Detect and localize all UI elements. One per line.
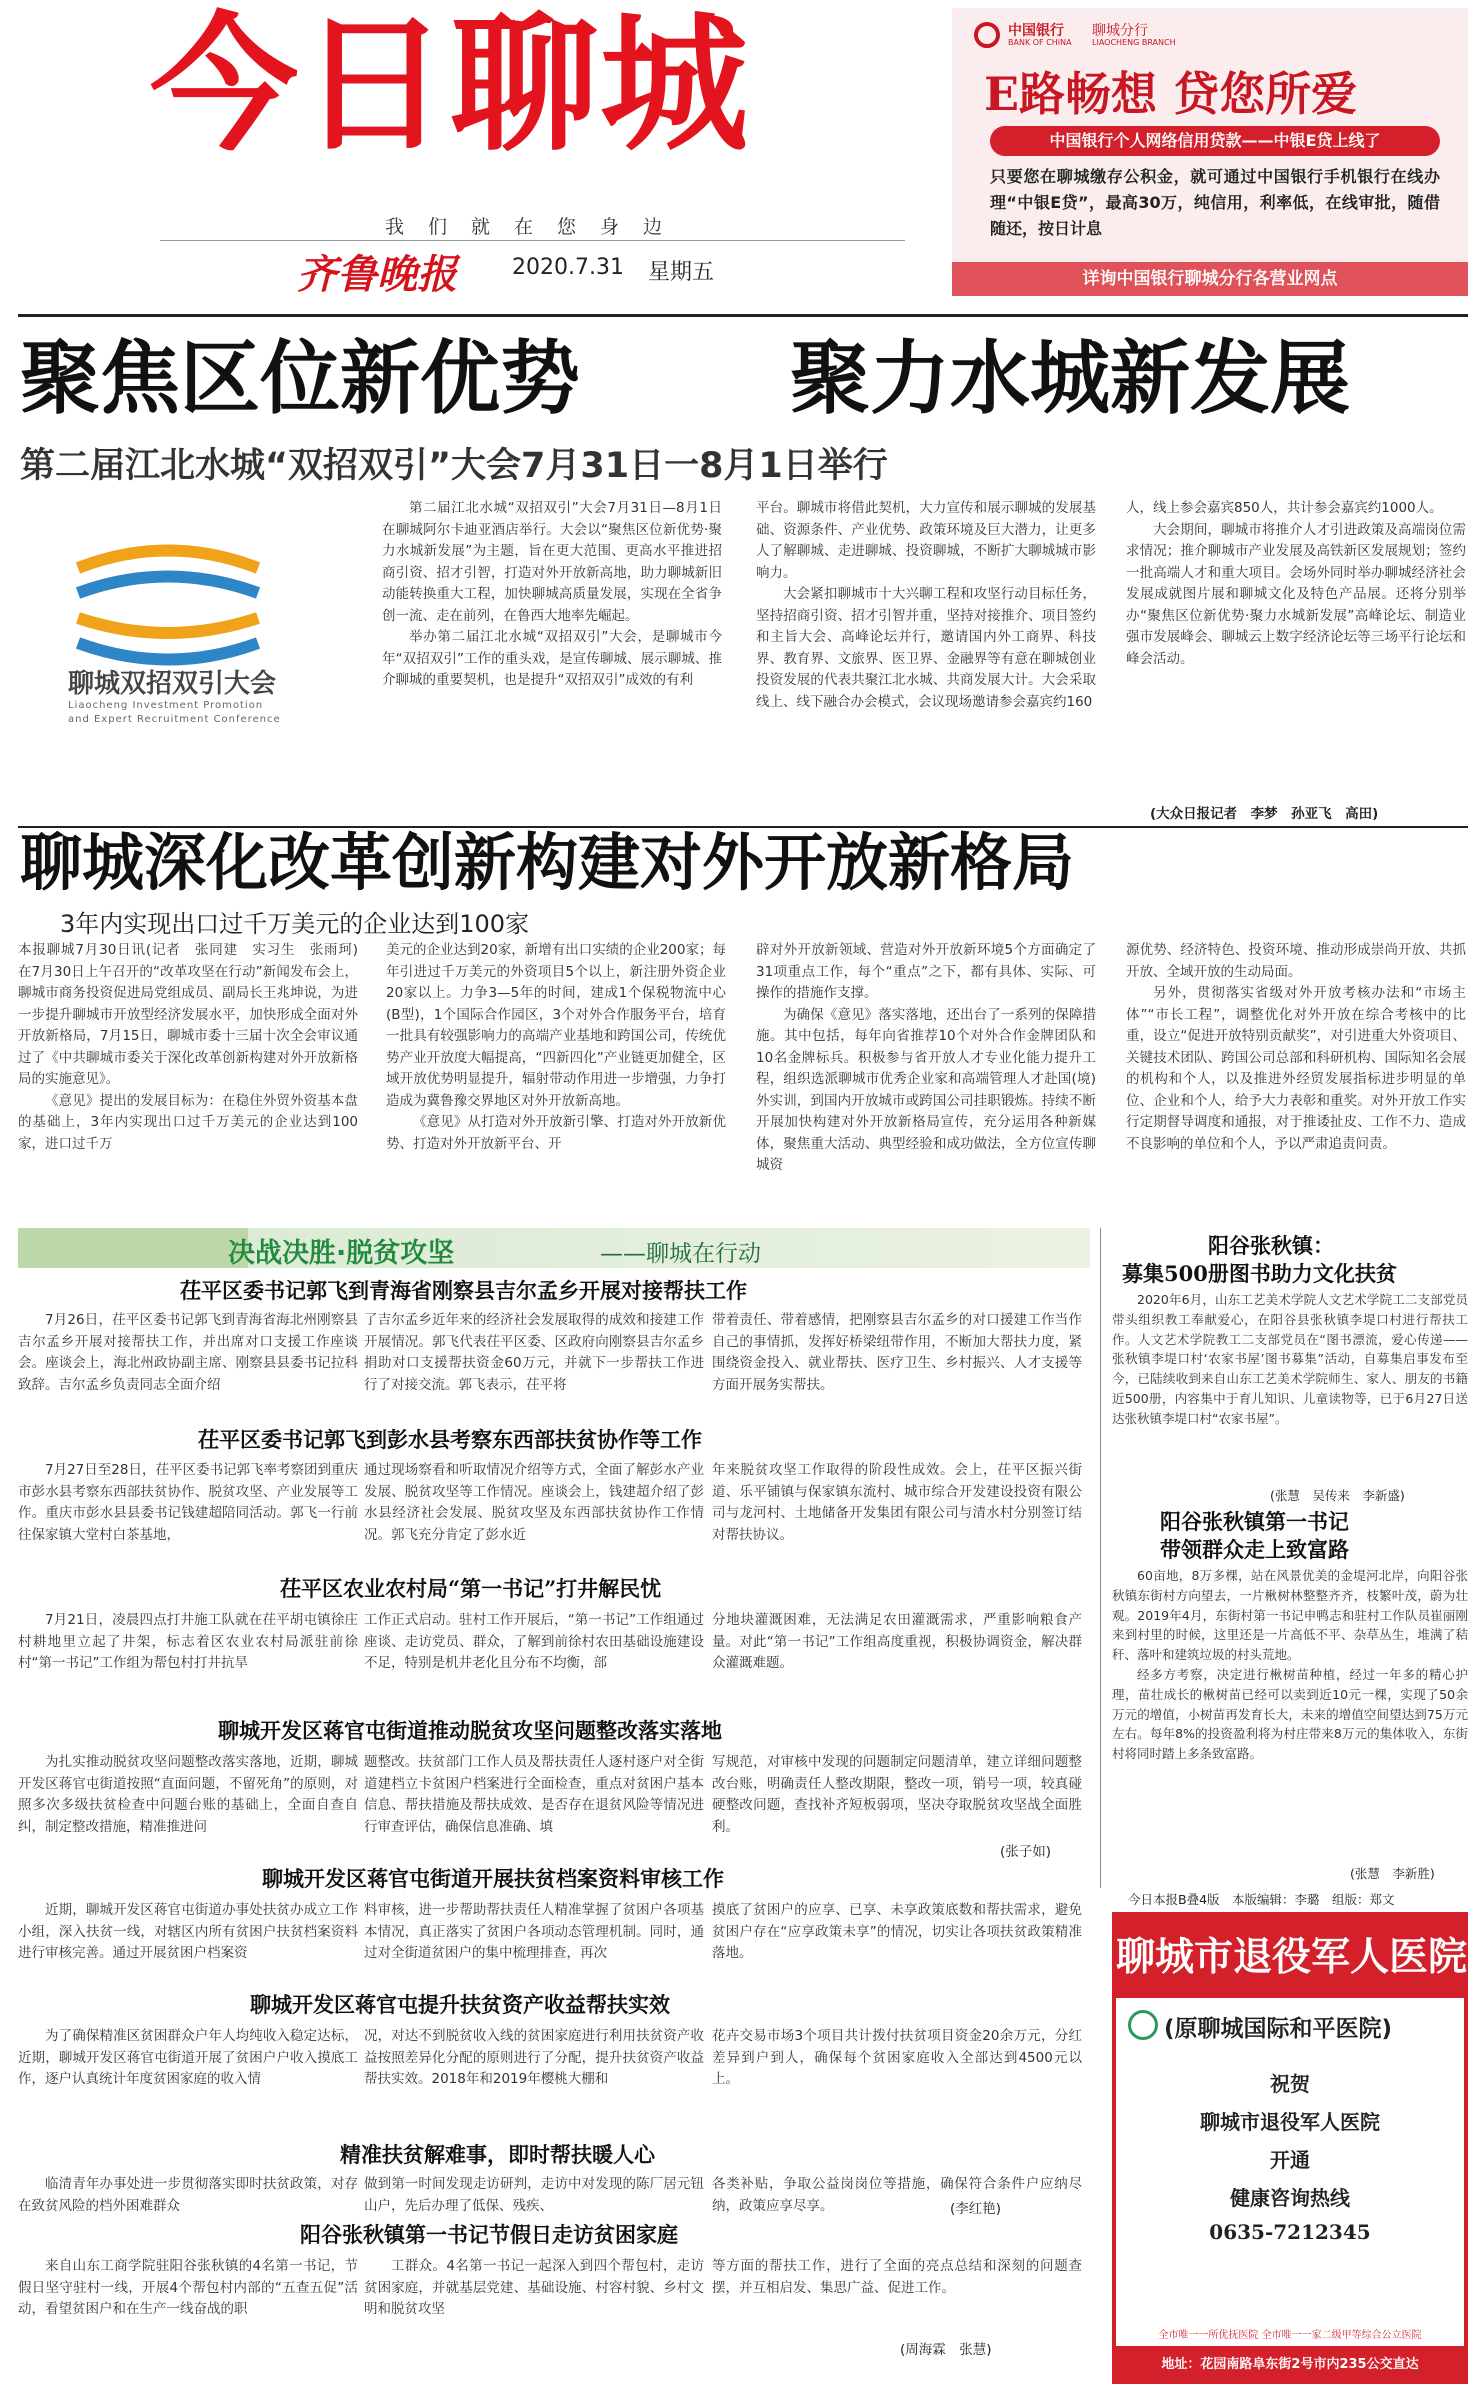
issue-weekday: 星期五 [648,260,715,285]
poverty-g-head: 精准扶贫解难事，即时帮扶暖人心 [340,2142,655,2167]
poverty-b-c3: 年来脱贫攻坚工作取得的阶段性成效。会上，茌平区振兴街道、乐平铺镇与保家镇东流村、城市综合开发建设投资有限公司与龙河村、土地储备开发集团有限公司与清水村分别签订结对帮扶协议。 [712,1462,1082,1543]
poverty-e-c1: 近期，聊城开发区蒋官屯街道办事处扶贫办成立工作小组，深入扶贫一线，对辖区内所有贫困户扶贫档案资料进行审核完善。通过开展贫困户档案资 [18,1902,358,1961]
ad-headline: E路畅想 贷您所爱 [984,67,1358,121]
masthead-title: 今日聊城 [150,0,750,171]
poverty-h-head: 阳谷张秋镇第一书记节假日走访贫困家庭 [300,2222,678,2247]
paper-name: 齐鲁晚报 [297,251,457,298]
bank-ad[interactable] [952,8,1468,296]
issue-date: 2020.7.31 [512,255,624,280]
poverty-h-c1: 来自山东工商学院驻阳谷张秋镇的4名第一书记，节假日坚守驻村一线，开展4个帮包村内部的“五查五促”活动，看望贫困户和在生产一线奋战的职 [18,2258,358,2317]
banner-title: 决战决胜·脱贫攻坚 [228,1238,455,1269]
banner-tail: ——聊城在行动 [600,1241,761,1267]
hospital-logo-icon [1128,2010,1158,2040]
poverty-g-byline: (李红艳) [950,2197,1001,2217]
poverty-banner [18,1228,1090,1268]
poverty-a-c3: 带着责任、带着感情，把刚察县吉尔孟乡的对口援建工作当作自己的事情抓，发挥好桥梁纽带作用，不断加大帮扶力度，紧围绕资金投入、就业帮扶、医疗卫生、乡村振兴、人才支援等方面开展务实帮扶。 [712,1312,1082,1393]
hospital-line-4: 健康咨询热线 [1230,2186,1350,2210]
poverty-g-c1: 临清青年办事处进一步贯彻落实即时扶贫政策，对存在致贫风险的档外困难群众 [18,2176,358,2214]
story1-headline-b: 聚力水城新发展 [790,331,1350,425]
story2-col3: 辟对外开放新领域、营造对外开放新环境5个方面确定了31项重点工作，每个“重点”之下，都有具体、实际、可操作的措施作支撑。 为确保《意见》落实落地，还出台了一系列的保障措施。其中包括，每年向省推荐10个对外合作金牌团队和10名金牌标兵。积极参与省开放人才专业化能力提升工程，组织选派聊城市优秀企业家和高端管理人才赴国(境)外实训，到国内开放城市或跨国公司挂职锻炼。持续不断开展加快构建对外开放新格局宣传，充分运用各种新媒体，聚焦重大活动、典型经验和成功做法，全方位宣传聊城资 [756,942,1096,1173]
ad-footer: 详询中国银行聊城分行各营业网点 [952,262,1468,296]
bank-name-en: BANK OF CHINA [1008,38,1072,47]
poverty-f-head: 聊城开发区蒋官屯提升扶贫资产收益帮扶实效 [250,1992,670,2017]
side-a-body: 2020年6月，山东工艺美术学院人文艺术学院工二支部党员带头组织教工奉献爱心，在阳谷县张秋镇李堤口村进行帮扶工作。人文艺术学院教工二支部党员在“图书漂流，爱心传递——张秋镇李堤口村‘农家书屋’图书募集”活动，自募集启事发布至今，已陆续收到来自山东工艺美术学院师生、家人、朋友的书籍近500册，内容集中于育儿知识、儿童读物等，已于6月27日送达张秋镇李堤口村“农家书屋”。 [1112,1292,1468,1426]
poverty-h-c2: 工群众。4名第一书记一起深入到四个帮包村，走访贫困家庭，并就基层党建、基础设施、村容村貌、乡村文明和脱贫攻坚 [364,2258,704,2317]
story1-col1: 第二届江北水城“双招双引”大会7月31日—8月1日在聊城阿尔卡迪亚酒店举行。大会以“聚焦区位新优势·聚力水城新发展”为主题，旨在更大范围、更高水平推进招商引资、招才引智，打造对外开放新高地，助力聊城新旧动能转换重大工程，加快聊城高质量发展，实现在全省争创一流、走在前列，在鲁西大地率先崛起。 举办第二届江北水城“双招双引”大会，是聊城市今年“双招双引”工作的重头戏，是宣传聊城、展示聊城、推介聊城的重要契机，也是提升“双招双引”成效的有利 [382,500,722,688]
poverty-g-c3: 各类补贴，争取公益岗岗位等措施，确保符合条件户应纳尽纳，政策应享尽享。 [712,2176,1082,2214]
poverty-d-byline: (张子如) [1000,1840,1051,1860]
side-b-head2: 带领群众走上致富路 [1160,1537,1349,1562]
poverty-d-head: 聊城开发区蒋官屯街道推动脱贫攻坚问题整改落实落地 [218,1718,722,1743]
hospital-ad[interactable] [1112,1912,1468,2384]
ad-body: 只要您在聊城缴存公积金，就可通过中国银行手机银行在线办理“中银E贷”，最高30万，纯信用，利率低，在线审批，随借随还，按日计息 [990,167,1440,238]
poverty-f-c2: 况，对达不到脱贫收入线的贫困家庭进行利用扶贫资产收益按照差异化分配的原则进行了分配，提升扶贫资产收益帮扶实效。2018年和2019年樱桃大棚和 [364,2028,704,2087]
poverty-a-c1: 7月26日，茌平区委书记郭飞到青海省海北州刚察县吉尔孟乡开展对接帮扶工作，并出席对口支援工作座谈会。座谈会上，海北州政协副主席、刚察县县委书记拉科致辞。吉尔孟乡负责同志全面介绍 [18,1312,358,1393]
poverty-e-c3: 摸底了贫困户的应享、已享、未享政策底数和帮扶需求，避免贫困户存在“应享政策未享”的情况，切实让各项扶贫政策精准落地。 [712,1902,1082,1961]
poverty-f-c1: 为了确保精准区贫困群众户年人均纯收入稳定达标，近期，聊城开发区蒋官屯街道开展了贫困户户收入摸底工作，逐户认真统计年度贫困家庭的收入情 [18,2028,358,2087]
story1-subhead: 第二届江北水城“双招双引”大会7月31日一8月1日举行 [20,446,888,486]
poverty-d-c1: 为扎实推动脱贫攻坚问题整改落实落地，近期，聊城开发区蒋官屯街道按照“直面问题，不留死角”的原则，对照多次多级扶贫检查中问题台账的基础上，全面自查自纠，制定整改措施，精准推进问 [18,1754,358,1835]
poverty-h-byline: (周海霖 张慧) [900,2342,992,2358]
story2-col1: 本报聊城7月30日讯(记者 张同建 实习生 张雨珂) 在7月30日上午召开的“改革攻坚在行动”新闻发布会上，聊城市商务投资促进局党组成员、副局长王兆坤说，为进一步提升聊城市开放型经济发展水平，加快形成全面对外开放新格局，7月15日，聊城市委十三届十次全会审议通过了《中共聊城市委关于深化改革创新构建对外开放新格局的实施意见》。 《意见》提出的发展目标为：在稳住外贸外资基本盘的基础上，3年内实现出口过千万美元的企业达到100家，进口过千万 [18,942,372,1152]
side-a-head1: 阳谷张秋镇： [1208,1233,1334,1258]
branch-name: 聊城分行 [1092,23,1148,39]
hospital-line-3: 开通 [1270,2148,1310,2172]
masthead-bottom-rule [18,314,1468,317]
masthead-slogan: 我们就在您身边 [385,216,687,238]
poverty-d-c2: 题整改。扶贫部门工作人员及帮扶责任人逐村逐户对全街道建档立卡贫困户档案进行全面检查，重点对贫困户基本信息、帮扶措施及帮扶成效、是否存在退贫风险等情况进行审查评估，确保信息准确、填 [364,1754,704,1835]
poverty-h-c3: 等方面的帮扶工作，进行了全面的亮点总结和深刻的问题查摆，并互相启发、集思广益、促进工作。 [712,2258,1082,2296]
story2-col2: 美元的企业达到20家，新增有出口实绩的企业200家；每年引进过千万美元的外资项目5个以上，新注册外资企业20家以上。力争3—5年的时间，建成1个保税物流中心(B型)，1个国际合作园区，3个对外合作服务平台，培育一批具有较强影响力的高端产业基地和跨国公司，传统优势产业开放度大幅提高，“四新四化”产业链更加健全，区域开放优势明显提升，辐射带动作用进一步增强，力争打造成为冀鲁豫交界地区对外开放新高地。 《意见》从打造对外开放新引擎、打造对外开放新优势、打造对外开放新平台、开 [386,942,726,1152]
poverty-b-c2: 通过现场察看和听取情况介绍等方式，全面了解彭水产业发展、脱贫攻坚等工作情况。座谈会上，钱建超介绍了彭水县经济社会发展、脱贫攻坚及东西部扶贫协作工作情况。郭飞充分肯定了彭水近 [364,1462,704,1543]
bank-logo-icon [974,22,1000,48]
story1-headline-a: 聚焦区位新优势 [20,331,580,425]
logo-sub-en-2: and Expert Recruitment Conference [68,714,281,725]
side-a-byline: (张慧 吴传来 李新盛) [1270,1488,1405,1503]
logo-sub-en-1: Liaocheng Investment Promotion [68,700,264,711]
poverty-f-c3: 花卉交易市场3个项目共计拨付扶贫项目资金20余万元，分红差异到户到人，确保每个贫困家庭收入全部达到4500元以上。 [712,2028,1082,2087]
banner-stripe [18,1228,248,1268]
poverty-c-c1: 7月21日，凌晨四点打井施工队就在茌平胡屯镇徐庄村耕地里立起了井架，标志着区农业农村局派驻前徐村“第一书记”工作组为帮包村打井抗旱 [18,1612,358,1671]
poverty-b-head: 茌平区委书记郭飞到彭水县考察东西部扶贫协作等工作 [198,1427,702,1452]
hospital-address: 地址：花园南路阜东街2号市内235公交直达 [1116,2346,1464,2384]
branch-name-en: LIAOCHENG BRANCH [1092,38,1176,47]
poverty-a-c2: 了吉尔孟乡近年来的经济社会发展取得的成效和接建工作开展情况。郭飞代表茌平区委、区政府向刚察县吉尔孟乡捐助对口支援帮扶资金60万元，并就下一步帮扶工作进行了对接交流。郭飞表示，茌平将 [364,1312,704,1393]
hospital-slogan: 全市唯一一所优抚医院 全市唯一一家二级甲等综合公立医院 [1158,2330,1422,2341]
sidebar-divider [1100,1228,1101,1888]
poverty-c-head: 茌平区农业农村局“第一书记”打井解民忧 [280,1576,662,1601]
side-b-body: 60亩地，8万多棵，站在风景优美的金堤河北岸，向阳谷张秋镇东街村方向望去，一片楸树林整整齐齐，枝繁叶茂，蔚为壮观。2019年4月，东街村第一书记申鸭志和驻村工作队员崔丽刚来到村里的时候，这里还是一片高低不平、杂草丛生，堆满了秸秆、落叶和建筑垃圾的村头荒地。 经多方考察，决定进行楸树苗种植，经过一年多的精心护理，苗壮成长的楸树苗已经可以卖到近10元一棵，实现了50余万元的增值，小树苗再发育长大，未来的增值空间望达到75万元左右。每年8%的投资盈利将为村庄带来8万元的集体收入，东街村将同时踏上多条致富路。 [1112,1568,1468,1762]
story2-subhead: 3年内实现出口过千万美元的企业达到100家 [60,910,530,938]
hospital-line-1: 祝贺 [1270,2072,1310,2096]
story2-col4: 源优势、经济特色、投资环境、推动形成崇尚开放、共抓开放、全域开放的生动局面。 另外，贯彻落实省级对外开放考核办法和“市场主体”“市长工程”，调整优化对外开放在综合考核中的比重，设立“促进开放特别贡献奖”，对引进重大外资项目、关键技术团队、跨国公司总部和科研机构、国际知名会展的机构和个人，以及推进外经贸发展指标进步明显的单位、企业和个人，给予大力表彰和重奖。对外开放工作实行定期督导调度和通报，对于推诿扯皮、工作不力、造成不良影响的单位和个人，予以严肃追责问责。 [1126,942,1466,1152]
story1-byline: (大众日报记者 李梦 孙亚飞 高田) [1150,806,1379,822]
ad-banner: 中国银行个人网络信用贷款——中银E贷上线了 [990,126,1440,156]
poverty-d-c3: 写规范，对审核中发现的问题制定问题清单，建立详细问题整改台账，明确责任人整改期限，整改一项，销号一项，较真碰硬整改问题，查找补齐短板弱项，坚决夺取脱贫攻坚战全面胜利。 [712,1754,1082,1835]
poverty-c-c3: 分地块灌溉困难，无法满足农田灌溉需求，严重影响粮食产量。对此“第一书记”工作组高度重视，积极协调资金，解决群众灌溉难题。 [712,1612,1082,1671]
poverty-a-head: 茌平区委书记郭飞到青海省刚察县吉尔孟乡开展对接帮扶工作 [180,1278,747,1303]
hospital-line-2: 聊城市退役军人医院 [1200,2110,1380,2134]
logo-title: 聊城双招双引大会 [68,669,277,699]
poverty-e-c2: 料审核，进一步帮助帮扶责任人精准掌握了贫困户各项基本情况，真正落实了贫困户各项动态管理机制。同时，通过对全街道贫困户的集中梳理排查，再次 [364,1902,704,1961]
side-a-head2: 募集500册图书助力文化扶贫 [1122,1261,1397,1286]
poverty-e-head: 聊城开发区蒋官屯街道开展扶贫档案资料审核工作 [262,1866,724,1891]
hospital-former-name: (原聊城国际和平医院) [1164,2016,1393,2042]
bank-name: 中国银行 [1008,23,1064,39]
side-b-head1: 阳谷张秋镇第一书记 [1160,1509,1349,1534]
poverty-c-c2: 工作正式启动。驻村工作开展后，“第一书记”工作组通过座谈、走访党员、群众，了解到前徐村农田基础设施建设不足，特别是机井老化且分布不均衡，部 [364,1612,704,1671]
masthead-divider [160,240,905,241]
conference-logo-icon [68,538,268,658]
story2-headline: 聊城深化改革创新构建对外开放新格局 [20,826,1075,899]
poverty-g-c2: 做到第一时间发现走访研判，走访中对发现的陈厂居元钮山户，先后办理了低保、残疾、 [364,2176,704,2214]
page-credit: 今日本报B叠4版 本版编辑：李璐 组版：郑文 [1128,1892,1395,1907]
poverty-b-c1: 7月27日至28日，茌平区委书记郭飞率考察团到重庆市彭水县考察东西部扶贫协作、脱贫攻坚、产业发展等工作。重庆市彭水县县委书记钱建超陪同活动。郭飞一行前往保家镇大堂村白茶基地， [18,1462,358,1543]
story1-col2: 平台。聊城市将借此契机，大力宣传和展示聊城的发展基础、资源条件、产业优势、政策环境及巨大潜力，让更多人了解聊城、走进聊城、投资聊城，不断扩大聊城城市影响力。 大会紧扣聊城市十大兴聊工程和攻坚行动目标任务，坚持招商引资、招才引智并重，坚持对接推介、项目签约和主旨大会、高峰论坛并行，邀请国内外工商界、科技界、教育界、文旅界、医卫界、金融界等有意在聊城创业投资发展的代表共聚江北水城、共商发展大计。大会采取线上、线下融合办会模式，会议现场邀请参会嘉宾约160 [756,500,1096,710]
conference-logo [48,528,328,738]
hospital-title: 聊城市退役军人医院 [1116,1916,1464,1998]
hospital-phone: 0635-7212345 [1209,2220,1371,2244]
story1-col3: 人，线上参会嘉宾850人，共计参会嘉宾约1000人。 大会期间，聊城市将推介人才引进政策及高端岗位需求情况；推介聊城市产业发展及高铁新区发展规划；签约一批高端人才和重大项目。会场外同时举办聊城经济社会发展成就图片展和聊城文化及特色产品展。还将分别举办“聚焦区位新优势·聚力水城新发展”高峰论坛、制造业强市发展峰会、聊城云上数字经济论坛等三场平行论坛和峰会活动。 [1126,500,1466,667]
side-b-byline: (张慧 李新胜) [1350,1866,1435,1881]
